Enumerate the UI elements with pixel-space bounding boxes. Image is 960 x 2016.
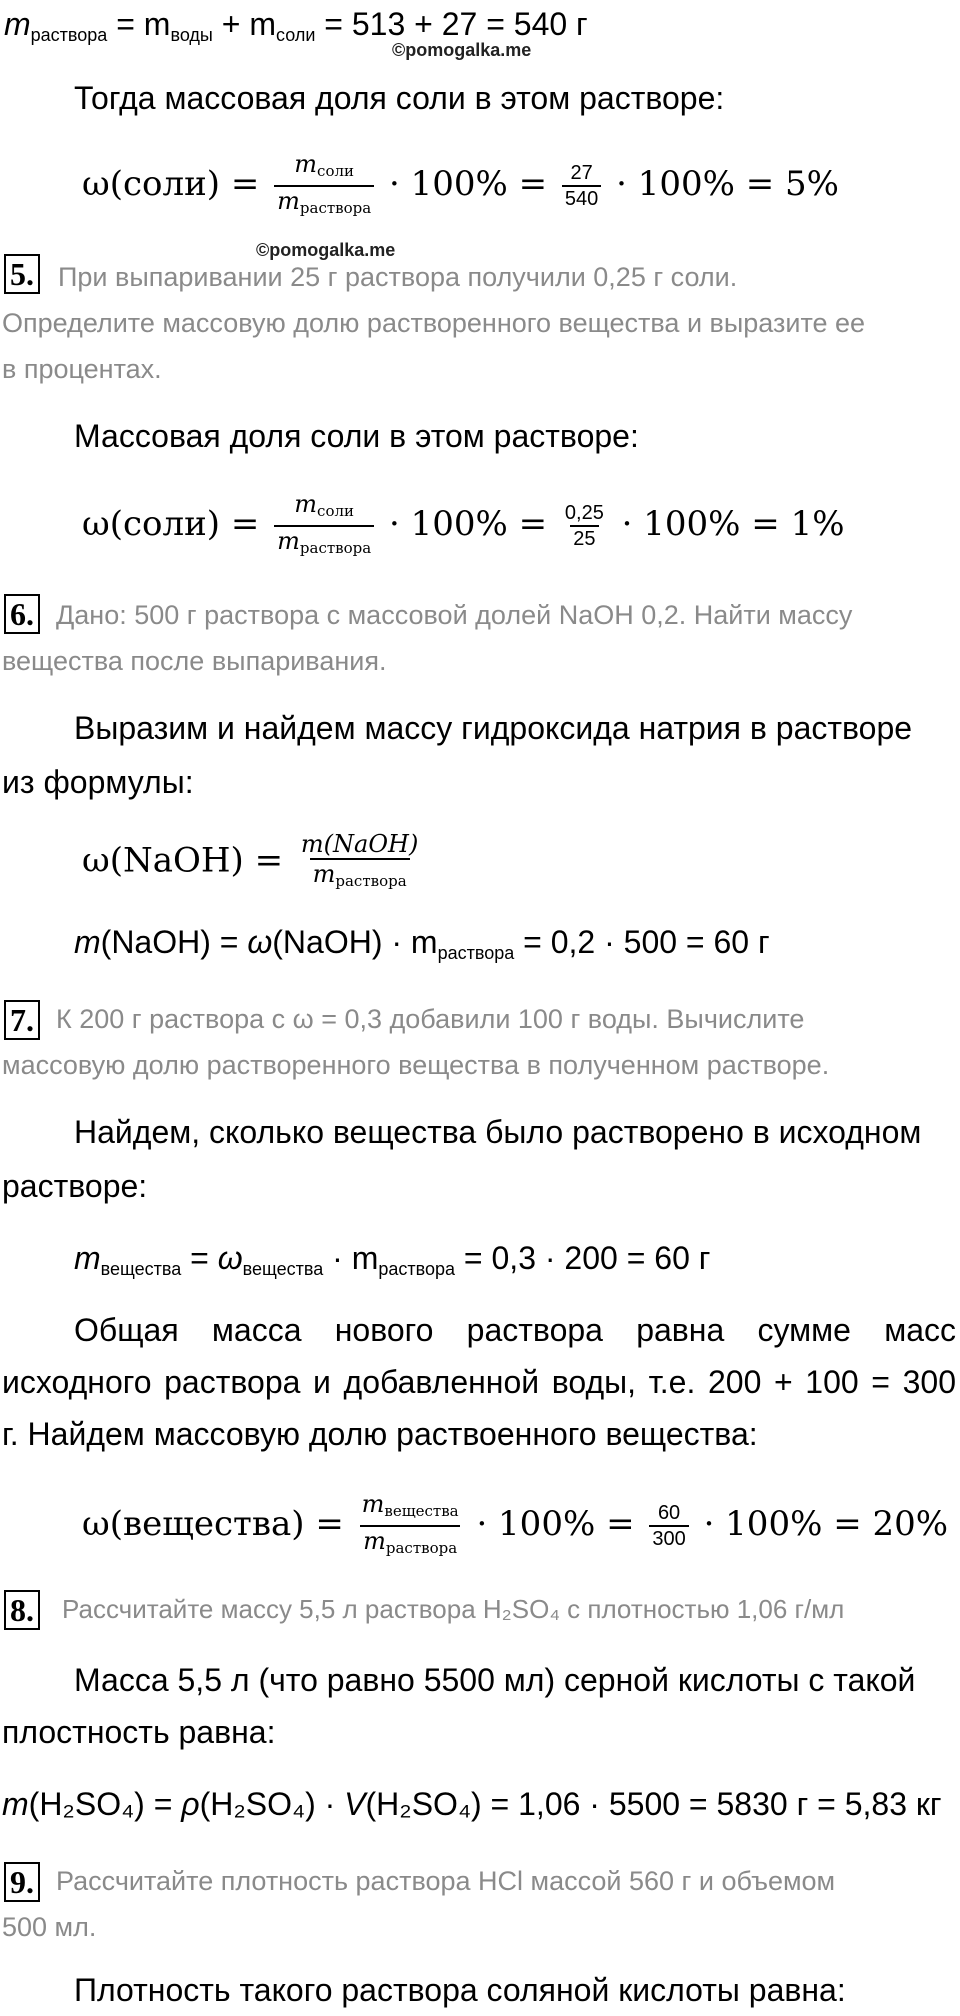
formula-naoh-fraction (82, 830, 425, 895)
text: (NaOH) · m (272, 924, 438, 960)
paragraph: Плотность такого раствора соляной кислоты равна: (74, 1972, 846, 2008)
task-text: Рассчитайте массу 5,5 л раствора H₂SO₄ с плотностью 1,06 г/мл (62, 1594, 845, 1624)
formula-lhs: ω(NaOH) = (82, 840, 284, 881)
watermark: ©pomogalka.me (256, 240, 396, 260)
v-symbol: V (344, 1786, 366, 1822)
m-symbol: m (4, 6, 31, 42)
task-number-6: 6. (4, 594, 40, 634)
formula-substance-fraction (82, 1490, 948, 1562)
text: + m (212, 6, 276, 42)
paragraph: Тогда массовая доля соли в этом растворе: (74, 80, 725, 116)
paragraph: Общая масса нового раствора равна сумме масс (74, 1312, 956, 1348)
numerator: 60 (657, 1502, 681, 1524)
numerator: mсоли (294, 490, 355, 520)
task-number-8: 8. (4, 1590, 40, 1630)
paragraph: Массовая доля соли в этом растворе: (74, 418, 639, 454)
paragraph: Найдем, сколько вещества было растворено в исходном (74, 1114, 922, 1150)
formula-lhs: ω(соли) = (82, 504, 260, 544)
formula-lhs: ω(соли) = (82, 164, 260, 204)
text: (H₂SO₄) = (28, 1786, 182, 1822)
formula-lhs: ω(вещества) = (82, 1504, 344, 1544)
text: · m (323, 1240, 379, 1276)
task-number-9: 9. (4, 1862, 40, 1902)
task-text: К 200 г раствора с ω = 0,3 добавили 100 г воды. Вычислите (56, 1004, 805, 1034)
formula-salt-fraction-1 (82, 150, 839, 222)
text: = m (107, 6, 171, 42)
task-text: вещества после выпаривания. (2, 646, 387, 676)
paragraph: исходного раствора и добавленной воды, т.е. 200 + 100 = 300 (2, 1364, 956, 1400)
text: = 0,2 · 500 = 60 г (514, 924, 770, 960)
paragraph: растворе: (2, 1168, 148, 1204)
text: (H₂SO₄) = 1,06 · 5500 = 5830 г = 5,83 кг (365, 1786, 942, 1822)
text: = 513 + 27 = 540 г (315, 6, 588, 42)
naoh-mass-line (74, 922, 770, 973)
denominator: 300 (649, 1525, 688, 1551)
task-number-5: 5. (4, 254, 40, 294)
task-text: При выпаривании 25 г раствора получили 0,25 г соли. (58, 262, 738, 292)
subscript: вещества (100, 1259, 182, 1279)
formula-result: · 100% = 5% (616, 164, 839, 204)
formula-mid: · 100% = (388, 504, 548, 544)
rho-symbol: ρ (181, 1786, 200, 1822)
task-text: Дано: 500 г раствора с массовой долей NaOH 0,2. Найти массу (56, 600, 853, 630)
fraction (562, 161, 601, 211)
fraction (274, 490, 374, 562)
denominator: mраствора (310, 858, 410, 895)
paragraph: г. Найдем массовую долю раствоенного вещества: (2, 1416, 758, 1452)
fraction (649, 1501, 688, 1551)
numerator: 27 (570, 162, 593, 184)
numerator: 0,25 (564, 502, 604, 524)
formula-result: · 100% = 1% (621, 504, 845, 544)
watermark: ©pomogalka.me (392, 40, 532, 60)
denominator: mраствора (274, 525, 374, 562)
m-symbol: m (74, 1240, 101, 1276)
denominator: mраствора (360, 1525, 460, 1562)
omega-symbol: ω (247, 924, 273, 960)
subscript: вещества (242, 1259, 324, 1279)
formula-mid: · 100% = (388, 164, 548, 204)
substance-mass-line (74, 1238, 710, 1289)
denominator: 540 (562, 185, 601, 211)
task-number-7: 7. (4, 1000, 40, 1040)
task-text: Определите массовую долю растворенного вещества и выразите ее (2, 308, 866, 338)
numerator: mвещества (361, 1490, 459, 1520)
denominator: 25 (570, 525, 598, 551)
omega-symbol: ω (217, 1240, 243, 1276)
numerator: mсоли (294, 150, 355, 180)
formula-salt-fraction-2 (82, 490, 845, 562)
paragraph: плостность равна: (2, 1714, 276, 1750)
subscript: раствора (437, 943, 515, 963)
m-symbol: m (2, 1786, 29, 1822)
task-text: Рассчитайте плотность раствора HCl массой 560 г и объемом (56, 1866, 836, 1896)
task-text: в процентах. (2, 354, 162, 384)
formula-mid: · 100% = (476, 1504, 635, 1544)
fraction (359, 1490, 462, 1562)
text: = 0,3 · 200 = 60 г (455, 1240, 711, 1276)
paragraph: из формулы: (2, 764, 194, 800)
formula-result: · 100% = 20% (703, 1504, 949, 1544)
text: (NaOH) = (100, 924, 248, 960)
fraction (298, 830, 421, 895)
subscript: раствора (378, 1259, 456, 1279)
fraction (274, 150, 374, 222)
paragraph: Выразим и найдем массу гидроксида натрия в растворе (74, 710, 913, 746)
paragraph: Масса 5,5 л (что равно 5500 мл) серной кислоты с такой (74, 1662, 916, 1698)
m-symbol: m (74, 924, 101, 960)
text: (H₂SO₄) · (199, 1786, 345, 1822)
sulfuric-acid-mass-line (2, 1784, 942, 1824)
subscript: воды (170, 25, 213, 45)
fraction (562, 501, 607, 551)
text: = (181, 1240, 218, 1276)
task-text: массовую долю растворенного вещества в полученном растворе. (2, 1050, 830, 1080)
denominator: mраствора (274, 185, 374, 222)
subscript: соли (276, 25, 316, 45)
subscript: раствора (30, 25, 108, 45)
numerator: m(NaOH) (300, 830, 419, 858)
task-text: 500 мл. (2, 1912, 97, 1942)
